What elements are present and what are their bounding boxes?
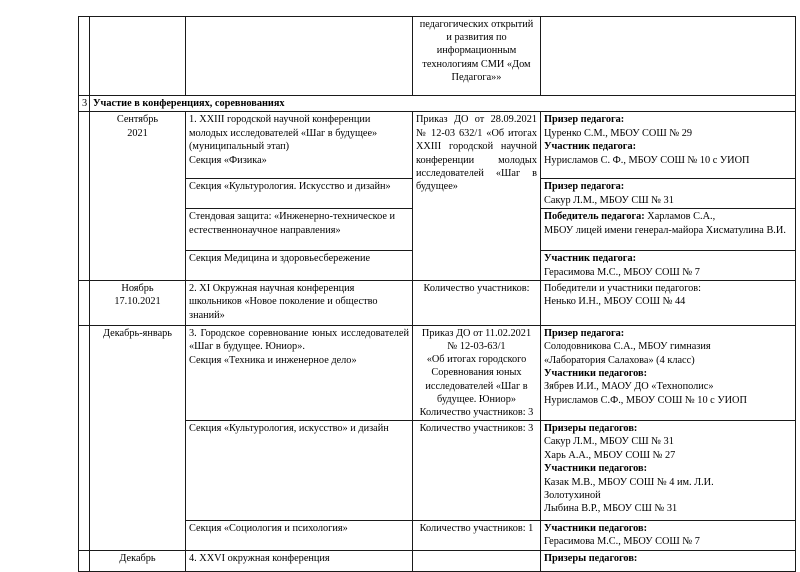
result-name: Герасимова М.С., МБОУ СОШ № 7: [544, 536, 700, 548]
cell-row-number: [79, 17, 90, 96]
result-label: Участники педагогов:: [544, 523, 648, 535]
order-line: и развития по: [446, 32, 507, 44]
cell-date: [90, 280, 186, 325]
result-name: Солодовникова С.А., МБОУ гимназия: [544, 341, 711, 353]
date-line: 2021: [127, 127, 148, 139]
order-participant-count: Количество участников: 3: [419, 406, 534, 418]
order-line: Соревнования юных: [431, 367, 522, 379]
order-line: информационным: [436, 45, 517, 57]
table-row: [79, 17, 796, 96]
result-label: Участник педагога:: [544, 141, 637, 153]
cell-event: Секция «Культурология. Искусство и дизайн»: [186, 179, 413, 209]
table-row: [79, 325, 796, 420]
cell-event: Секция Медицина и здоровьесбережение: [186, 251, 413, 281]
cell-result: [541, 209, 796, 251]
cell-event: Секция «Социология и психология»: [186, 521, 413, 551]
event-subsection: Секция «Техника и инженерное дело»: [189, 354, 357, 366]
result-label: Победитель педагога:: [544, 211, 645, 223]
result-label: Призеры педагогов:: [544, 423, 638, 435]
result-label: Участник педагога:: [544, 253, 637, 265]
table-row: [79, 280, 796, 325]
event-text: 1. XXIII городской научной конференции молодых исследователей «Шаг в будущее» (муниципальный этап): [189, 114, 378, 153]
cell-event: [186, 112, 413, 179]
order-line: № 12-03-63/1: [447, 341, 506, 353]
result-name: Зябрев И.И., МАОУ ДО «Технополис»: [544, 381, 714, 393]
result-name: Сакур Л.М., МБОУ СШ № 31: [544, 436, 674, 448]
cell-result: [541, 521, 796, 551]
cell-row-number: [79, 551, 90, 572]
event-subsection: Секция «Физика»: [189, 154, 267, 166]
result-name: МБОУ лицей имени генерал-майора Хисматулина В.И.: [544, 224, 786, 236]
result-label: Призер педагога:: [544, 181, 625, 193]
activity-report-table: [78, 16, 796, 572]
order-line: «Об итогах городского: [426, 354, 527, 366]
result-name-inline: Харламов С.А.,: [644, 211, 716, 223]
order-line: технологиям СМИ «Дом: [422, 58, 531, 70]
date-line: Ноябрь: [121, 282, 154, 294]
cell-event: [186, 17, 413, 96]
cell-result: [541, 551, 796, 572]
section-title: Участие в конференциях, соревнованиях: [90, 96, 796, 112]
result-name: Харь А.А., МБОУ СОШ № 27: [544, 449, 676, 461]
cell-result: [541, 179, 796, 209]
cell-order: [413, 325, 541, 420]
cell-row-number: [79, 325, 90, 550]
table-row: [79, 551, 796, 572]
cell-date: [90, 325, 186, 550]
cell-result: [541, 280, 796, 325]
table-row: [79, 421, 796, 521]
cell-result: [541, 17, 796, 96]
cell-event: 4. XXVI окружная конференция: [186, 551, 413, 572]
result-label: Участники педагогов:: [544, 463, 648, 475]
result-name: «Лаборатория Салахова» (4 класс): [544, 354, 695, 366]
result-name: Нурисламов С. Ф., МБОУ СОШ № 10 с УИОП: [544, 154, 750, 166]
date-line: Декабрь-январь: [102, 327, 173, 339]
result-label: Участники педагогов:: [544, 368, 648, 379]
order-line: Приказ ДО от 11.02.2021: [421, 327, 532, 339]
cell-row-number: 3: [79, 96, 90, 112]
result-label: Призеры педагогов:: [544, 553, 638, 565]
result-line: [544, 210, 792, 223]
cell-order: Количество участников: 1: [413, 521, 541, 551]
cell-result: [541, 112, 796, 179]
cell-order: Приказ ДО от 28.09.2021 № 12-03 632/1 «Об итогах XXIII городской научной конференции молодых исследователей «Шаг в будущее»: [413, 112, 541, 281]
result-name: Герасимова М.С., МБОУ СОШ № 7: [544, 266, 700, 278]
date-line: 17.10.2021: [114, 296, 161, 308]
order-line: будущее. Юниор»: [436, 393, 516, 405]
order-line: педагогических открытий: [419, 19, 534, 30]
cell-date: [90, 551, 186, 572]
cell-event: 2. XI Окружная научная конференция школьников «Новое поколение и общество знаний»: [186, 280, 413, 325]
date-line: Декабрь: [119, 553, 156, 565]
result-label: Призер педагога:: [544, 327, 625, 339]
event-text: 3. Городское соревнование юных исследователей «Шаг в будущее. Юниор».: [189, 327, 409, 353]
cell-result: [541, 251, 796, 281]
cell-date: [90, 112, 186, 281]
result-label: Призер педагога:: [544, 114, 625, 126]
cell-date: [90, 17, 186, 96]
result-name: Нурисламов С.Ф., МБОУ СОШ № 10 с УИОП: [544, 394, 747, 406]
cell-order: [413, 551, 541, 572]
cell-event: [186, 325, 413, 420]
result-name: Золотухиной: [544, 489, 601, 501]
cell-event: Секция «Культурология, искусство» и дизайн: [186, 421, 413, 521]
date-line: Сентябрь: [116, 114, 159, 126]
order-line: Педагога»»: [451, 71, 502, 83]
cell-order-carryover: [413, 17, 541, 96]
result-name: Цуренко С.М., МБОУ СОШ № 29: [544, 127, 693, 139]
cell-result: [541, 421, 796, 521]
result-line: Победители и участники педагогов:: [544, 282, 702, 294]
cell-order: Количество участников: 3: [413, 421, 541, 521]
cell-row-number: [79, 112, 90, 281]
cell-result: [541, 325, 796, 420]
table-row: [79, 112, 796, 179]
cell-order: Количество участников:: [413, 280, 541, 325]
cell-event: Стендовая защита: «Инженерно-техническое и естественнонаучное направления»: [186, 209, 413, 251]
cell-row-number: [79, 280, 90, 325]
order-line: исследователей «Шаг в: [425, 380, 528, 392]
table-row: [79, 521, 796, 551]
result-name: Ненько И.Н., МБОУ СОШ № 44: [544, 296, 686, 308]
table-row-section-header: [79, 96, 796, 112]
result-name: Казак М.В., МБОУ СОШ № 4 им. Л.И.: [544, 476, 714, 488]
result-name: Сакур Л.М., МБОУ СШ № 31: [544, 194, 674, 206]
result-name: Лыбина В.Р., МБОУ СШ № 31: [544, 503, 678, 515]
